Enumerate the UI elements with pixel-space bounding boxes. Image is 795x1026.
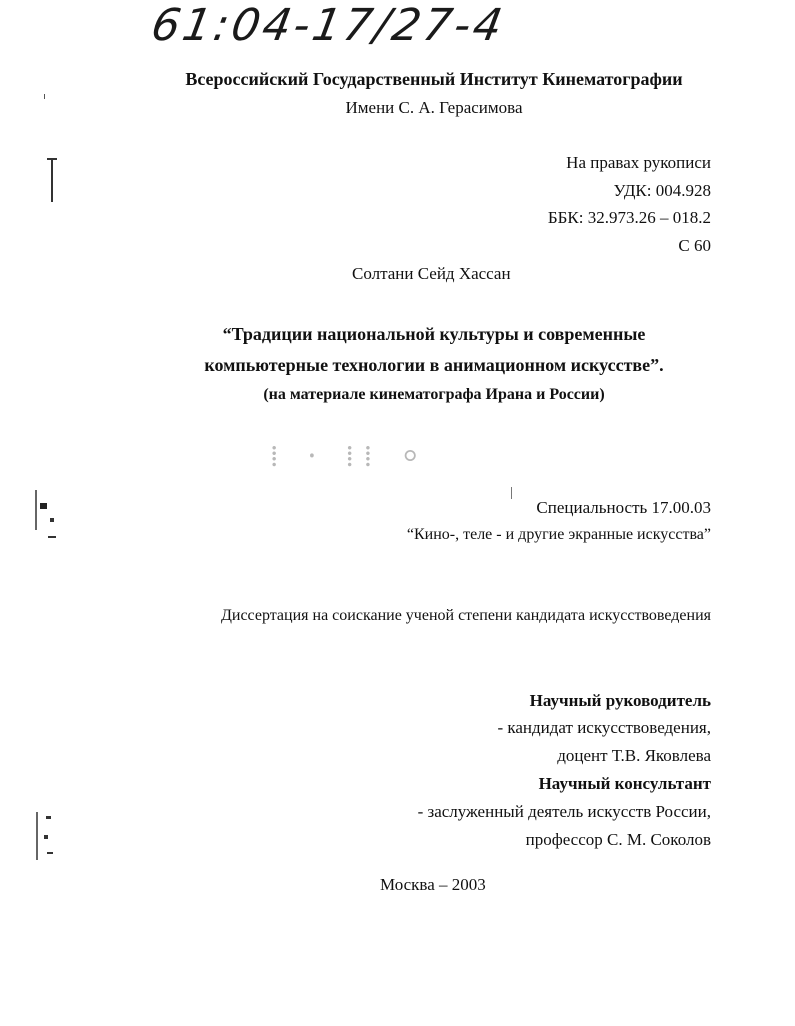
consultant-title: - заслуженный деятель искусств России, bbox=[417, 802, 711, 821]
supervisor-heading: Научный руководитель bbox=[529, 691, 711, 710]
udk-code: УДК: 004.928 bbox=[613, 181, 711, 200]
bleed-through-marks: ⁞ ⸱ ⁞⁞ ⸰ bbox=[270, 439, 429, 474]
bbk-code: ББК: 32.973.26 – 018.2 bbox=[547, 208, 711, 227]
institute-name: Всероссийский Государственный Институт Кинематографии bbox=[185, 69, 683, 89]
place-year: Москва – 2003 bbox=[380, 875, 486, 894]
author-name: Солтани Сейд Хассан bbox=[352, 264, 511, 283]
supervisor-degree: - кандидат искусствоведения, bbox=[497, 718, 711, 737]
dissertation-degree: Диссертация на соискание ученой степени кандидата искусствоведения bbox=[220, 607, 711, 624]
supervisor-name: доцент Т.В. Яковлева bbox=[557, 746, 711, 765]
archive-number: 61:04-17/27-4 bbox=[147, 0, 509, 51]
consultant-heading: Научный консультант bbox=[538, 774, 711, 793]
specialty-name: “Кино-, теле - и другие экранные искусства” bbox=[406, 526, 711, 543]
specialty-number: Специальность 17.00.03 bbox=[536, 498, 711, 517]
title-subtitle: (на материале кинематографа Ирана и России) bbox=[263, 386, 605, 403]
institute-named-after: Имени С. А. Герасимова bbox=[345, 98, 523, 117]
title-line-1: “Традиции национальной культуры и современные bbox=[222, 324, 646, 344]
scan-artifact-mid bbox=[511, 487, 512, 499]
title-line-2: компьютерные технологии в анимационном искусстве”. bbox=[204, 355, 664, 375]
author-sign-code: С 60 bbox=[678, 236, 711, 255]
consultant-name: профессор С. М. Соколов bbox=[525, 830, 711, 849]
rights-note: На правах рукописи bbox=[566, 153, 711, 172]
